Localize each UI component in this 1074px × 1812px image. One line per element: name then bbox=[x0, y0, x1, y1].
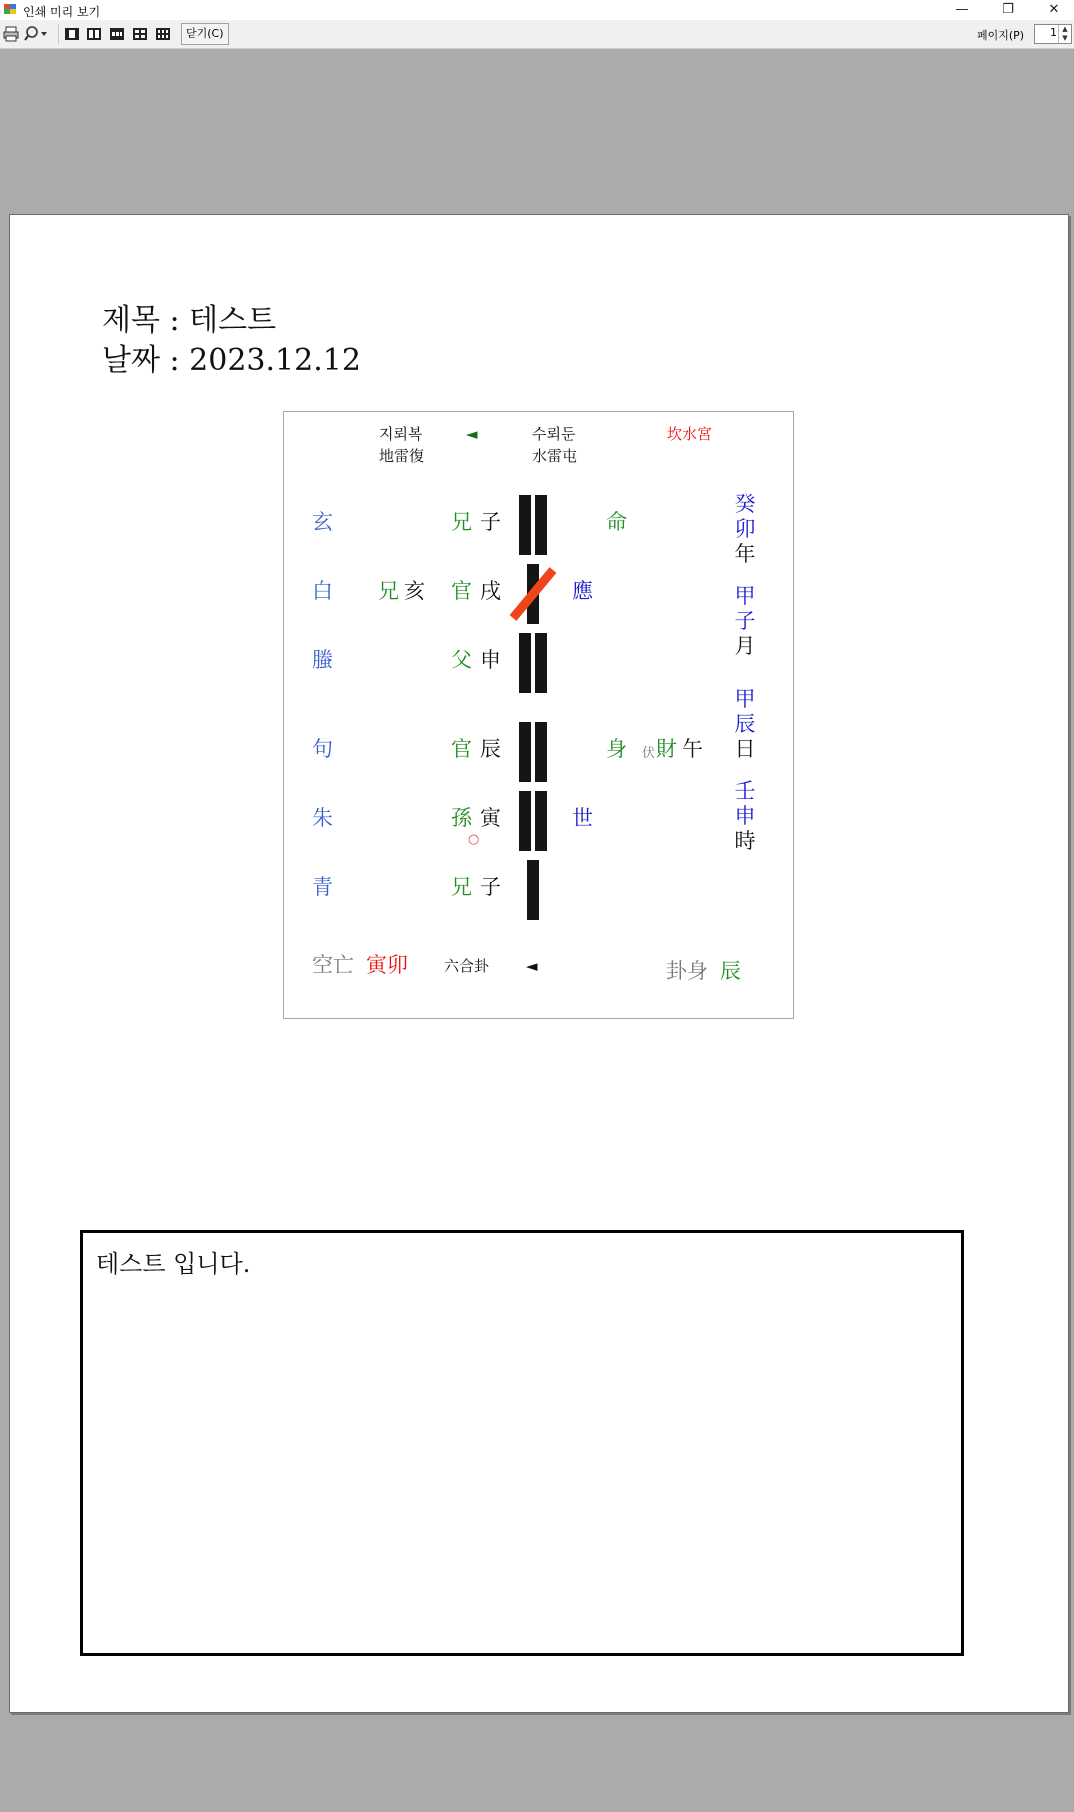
year-unit: 年 bbox=[734, 542, 756, 566]
close-preview-button[interactable]: 닫기(C) bbox=[181, 23, 229, 45]
hidden-relation: 兄 bbox=[378, 579, 399, 603]
hour-column bbox=[733, 779, 757, 854]
line-relation-3: 父 bbox=[451, 648, 472, 672]
hidden-branch: 亥 bbox=[404, 579, 425, 603]
toolbar bbox=[0, 20, 1074, 49]
window-title: 인쇄 미리 보기 bbox=[23, 5, 101, 19]
day-branch: 辰 bbox=[734, 712, 756, 736]
kongwang-label: 空亡 bbox=[312, 953, 354, 977]
page-number-spinner[interactable] bbox=[1034, 24, 1072, 44]
ming-marker: 命 bbox=[606, 510, 627, 534]
two-pages-icon[interactable] bbox=[86, 26, 102, 42]
line-relation-2: 官 bbox=[451, 579, 472, 603]
palace-label: 坎水宮 bbox=[667, 425, 713, 443]
guashen-label: 卦身 bbox=[666, 959, 708, 983]
one-page-icon[interactable] bbox=[64, 26, 80, 42]
hexagram-chart bbox=[283, 411, 794, 1019]
original-gua-name-cn: 地雷復 bbox=[379, 447, 425, 465]
close-window-button[interactable]: ✕ bbox=[1048, 2, 1060, 17]
shen-marker: 身 bbox=[606, 737, 627, 761]
arrow-left-icon-bottom: ◄ bbox=[526, 957, 538, 975]
print-preview-icon bbox=[4, 3, 16, 15]
beast-6: 青 bbox=[312, 875, 333, 899]
original-gua-name-kr: 지뢰복 bbox=[379, 425, 423, 443]
fu-marker: 伏 bbox=[642, 746, 656, 761]
line-branch-5: 寅 bbox=[480, 806, 501, 830]
line-3-yin-right bbox=[535, 633, 547, 693]
month-unit: 月 bbox=[734, 634, 756, 658]
document-date: 날짜 : 2023.12.12 bbox=[102, 343, 361, 378]
day-column bbox=[733, 687, 757, 762]
hour-unit: 時 bbox=[734, 829, 756, 853]
liuhe-label: 六合卦 bbox=[444, 957, 490, 975]
line-1-yin-left bbox=[519, 495, 531, 555]
toolbar-separator bbox=[58, 24, 59, 44]
kongwang-value: 寅卯 bbox=[366, 953, 408, 977]
cai-branch: 午 bbox=[682, 737, 703, 761]
month-branch: 子 bbox=[734, 609, 756, 633]
line-6-yang bbox=[527, 860, 539, 920]
spinner-arrows-icon[interactable]: ▲ ▼ bbox=[1058, 25, 1071, 43]
four-pages-icon[interactable] bbox=[132, 26, 148, 42]
page-label: 페이지(P) bbox=[977, 29, 1025, 42]
line-5-yin-right bbox=[535, 791, 547, 851]
note-box bbox=[80, 1230, 964, 1656]
line-branch-2: 戌 bbox=[480, 579, 501, 603]
moving-circle-icon: ○ bbox=[468, 832, 480, 847]
line-5-yin-left bbox=[519, 791, 531, 851]
line-relation-1: 兄 bbox=[451, 510, 472, 534]
ying-marker: 應 bbox=[572, 579, 593, 603]
beast-5: 朱 bbox=[312, 806, 333, 830]
zoom-dropdown-icon[interactable] bbox=[24, 26, 48, 42]
month-column bbox=[733, 584, 757, 659]
line-branch-1: 子 bbox=[480, 510, 501, 534]
hour-stem: 壬 bbox=[734, 779, 756, 803]
restore-button[interactable]: ❐ bbox=[1002, 2, 1014, 17]
line-relation-5: 孫 bbox=[451, 806, 472, 830]
beast-1: 玄 bbox=[312, 510, 333, 534]
cai-marker: 財 bbox=[656, 737, 677, 761]
line-1-yin-right bbox=[535, 495, 547, 555]
title-bar bbox=[0, 0, 1074, 20]
six-pages-icon[interactable] bbox=[155, 26, 171, 42]
line-branch-3: 申 bbox=[480, 648, 501, 672]
month-stem: 甲 bbox=[734, 584, 756, 608]
year-branch: 卯 bbox=[734, 517, 756, 541]
line-branch-4: 辰 bbox=[480, 737, 501, 761]
printer-icon[interactable] bbox=[3, 26, 19, 42]
note-text: 테스트 입니다. bbox=[96, 1250, 251, 1278]
beast-3: 螣 bbox=[312, 648, 333, 672]
document-title: 제목 : 테스트 bbox=[102, 303, 277, 338]
page-number-value[interactable]: 1 bbox=[1050, 26, 1057, 39]
line-3-yin-left bbox=[519, 633, 531, 693]
day-stem: 甲 bbox=[734, 687, 756, 711]
line-4-yin-left bbox=[519, 722, 531, 782]
line-relation-4: 官 bbox=[451, 737, 472, 761]
hour-branch: 申 bbox=[734, 804, 756, 828]
arrow-left-icon: ◄ bbox=[466, 425, 478, 443]
line-relation-6: 兄 bbox=[451, 875, 472, 899]
minimize-button[interactable]: — bbox=[955, 2, 969, 17]
year-stem: 癸 bbox=[734, 492, 756, 516]
moving-slash-mark bbox=[507, 564, 562, 624]
year-column bbox=[733, 492, 757, 567]
changed-gua-name-kr: 수뢰둔 bbox=[532, 425, 576, 443]
preview-page bbox=[9, 214, 1069, 1713]
day-unit: 日 bbox=[734, 737, 756, 761]
shi-marker: 世 bbox=[572, 806, 593, 830]
guashen-value: 辰 bbox=[720, 959, 741, 983]
line-4-yin-right bbox=[535, 722, 547, 782]
line-branch-6: 子 bbox=[480, 875, 501, 899]
three-pages-icon[interactable] bbox=[109, 26, 125, 42]
beast-2: 白 bbox=[312, 579, 333, 603]
beast-4: 句 bbox=[312, 737, 333, 761]
changed-gua-name-cn: 水雷屯 bbox=[532, 447, 578, 465]
